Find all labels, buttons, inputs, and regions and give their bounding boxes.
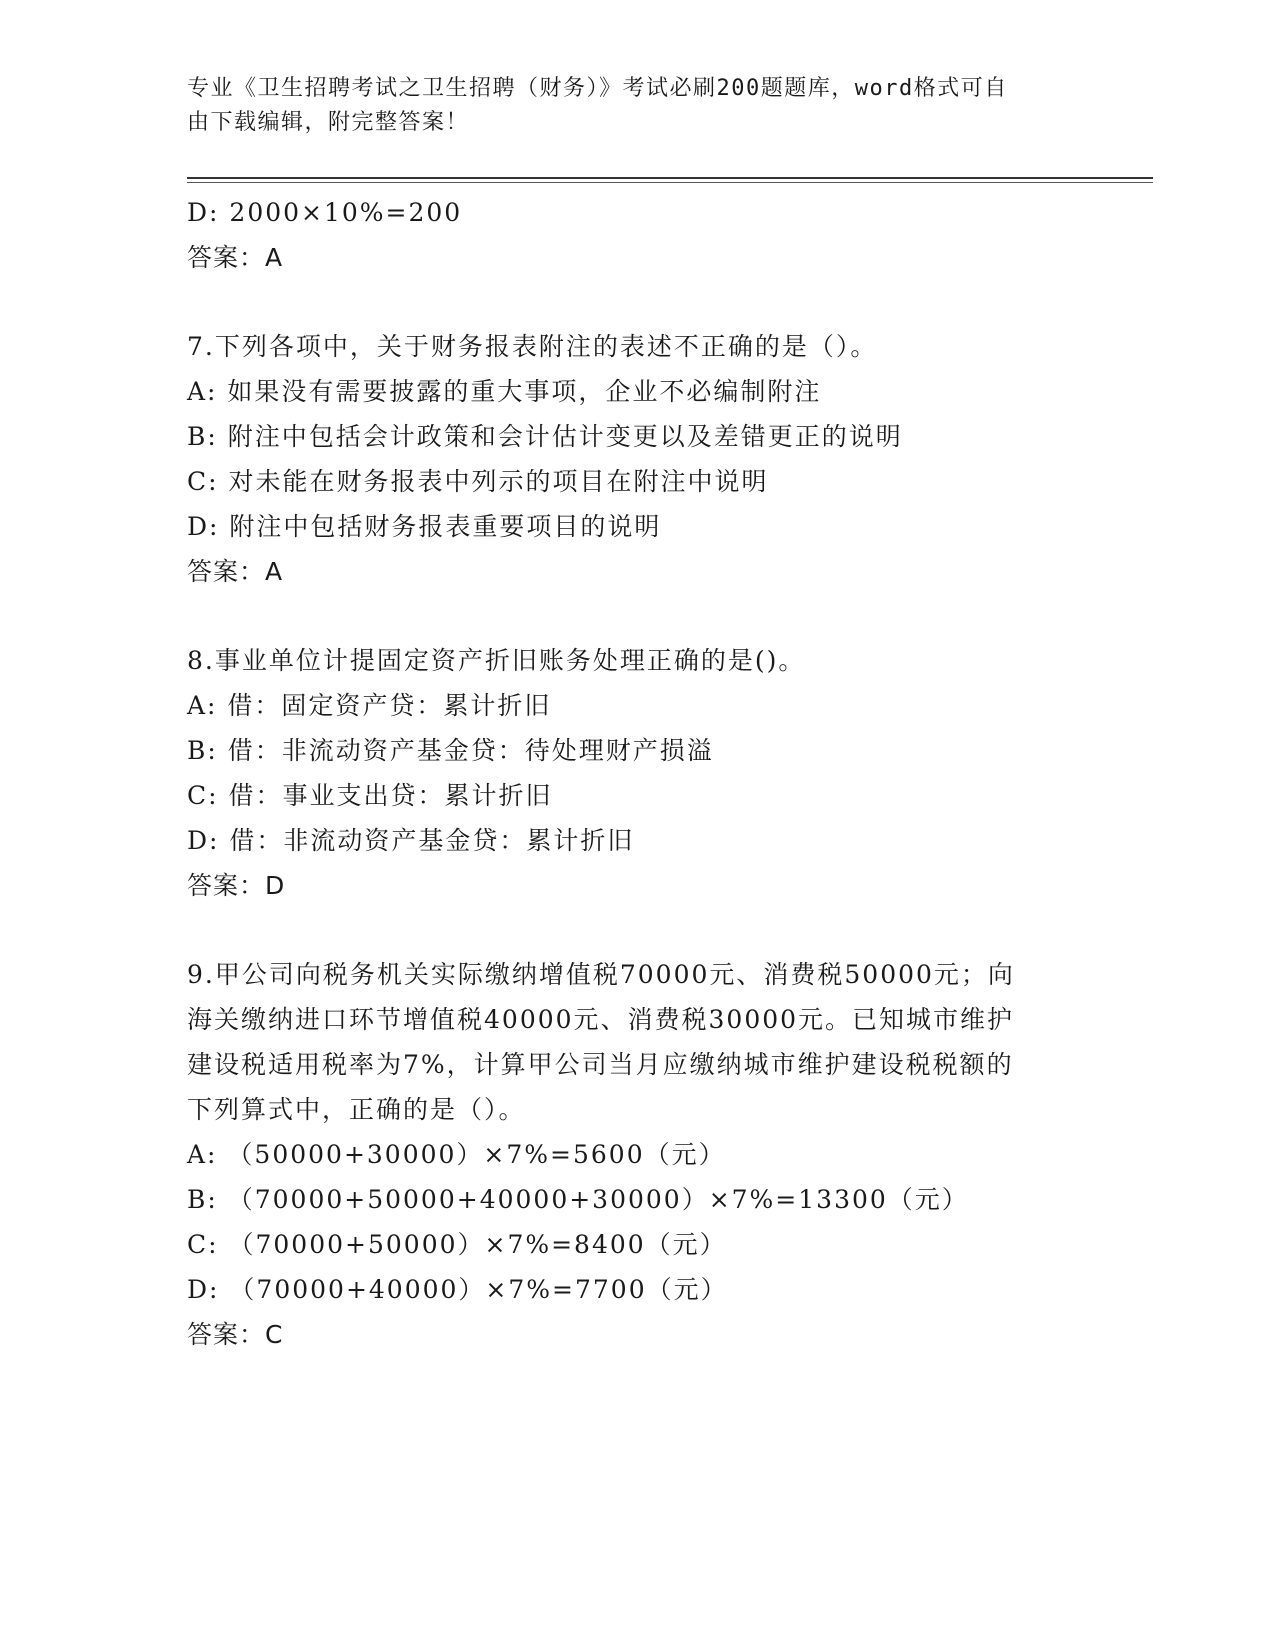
option-a: A: 借：固定资产贷：累计折旧 [187,691,552,720]
stem-line-1: 9.甲公司向税务机关实际缴纳增值税70000元、消费税50000元；向 [187,960,1015,989]
header-line-2: 由下载编辑，附完整答案！ [187,110,470,135]
option-a: A: （50000+30000）×7%=5600（元） [187,1140,726,1169]
option-c: C: （70000+50000）×7%=8400（元） [187,1230,727,1259]
question-6-tail [187,190,1087,281]
answer: 答案：C [187,1320,284,1349]
option-d: D: 2000×10%=200 [187,198,463,227]
answer: 答案：A [187,243,284,272]
option-d: D: 借：非流动资产基金贷：累计折旧 [187,826,635,855]
question-stem: 7.下列各项中，关于财务报表附注的表述不正确的是（）。 [187,332,878,361]
stem-line-4: 下列算式中，正确的是（）。 [187,1095,526,1124]
option-d: D: （70000+40000）×7%=7700（元） [187,1275,728,1304]
question-9 [187,952,1087,1358]
header-divider-thick [187,177,1153,179]
option-b: B: 附注中包括会计政策和会计估计变更以及差错更正的说明 [187,422,903,451]
document-header [187,72,1067,140]
option-a: A: 如果没有需要披露的重大事项，企业不必编制附注 [187,377,822,406]
option-b: B: 借：非流动资产基金贷：待处理财产损溢 [187,736,714,765]
option-d: D: 附注中包括财务报表重要项目的说明 [187,512,662,541]
option-b: B: （70000+50000+40000+30000）×7%=13300（元） [187,1185,969,1214]
question-stem [187,952,1067,1132]
question-7 [187,324,1087,595]
option-c: C: 对未能在财务报表中列示的项目在附注中说明 [187,467,769,496]
question-stem: 8.事业单位计提固定资产折旧账务处理正确的是()。 [187,646,806,675]
stem-line-2: 海关缴纳进口环节增值税40000元、消费税30000元。已知城市维护 [187,1005,1015,1034]
header-divider-thin [187,182,1153,183]
answer: 答案：A [187,557,284,586]
stem-line-3: 建设税适用税率为7%，计算甲公司当月应缴纳城市维护建设税税额的 [187,1050,1014,1079]
question-8 [187,638,1087,909]
answer: 答案：D [187,871,286,900]
question-content [187,190,1087,1358]
option-c: C: 借：事业支出贷：累计折旧 [187,781,553,810]
header-line-1: 专业《卫生招聘考试之卫生招聘（财务）》考试必刷200题题库，word格式可自 [187,76,1008,101]
